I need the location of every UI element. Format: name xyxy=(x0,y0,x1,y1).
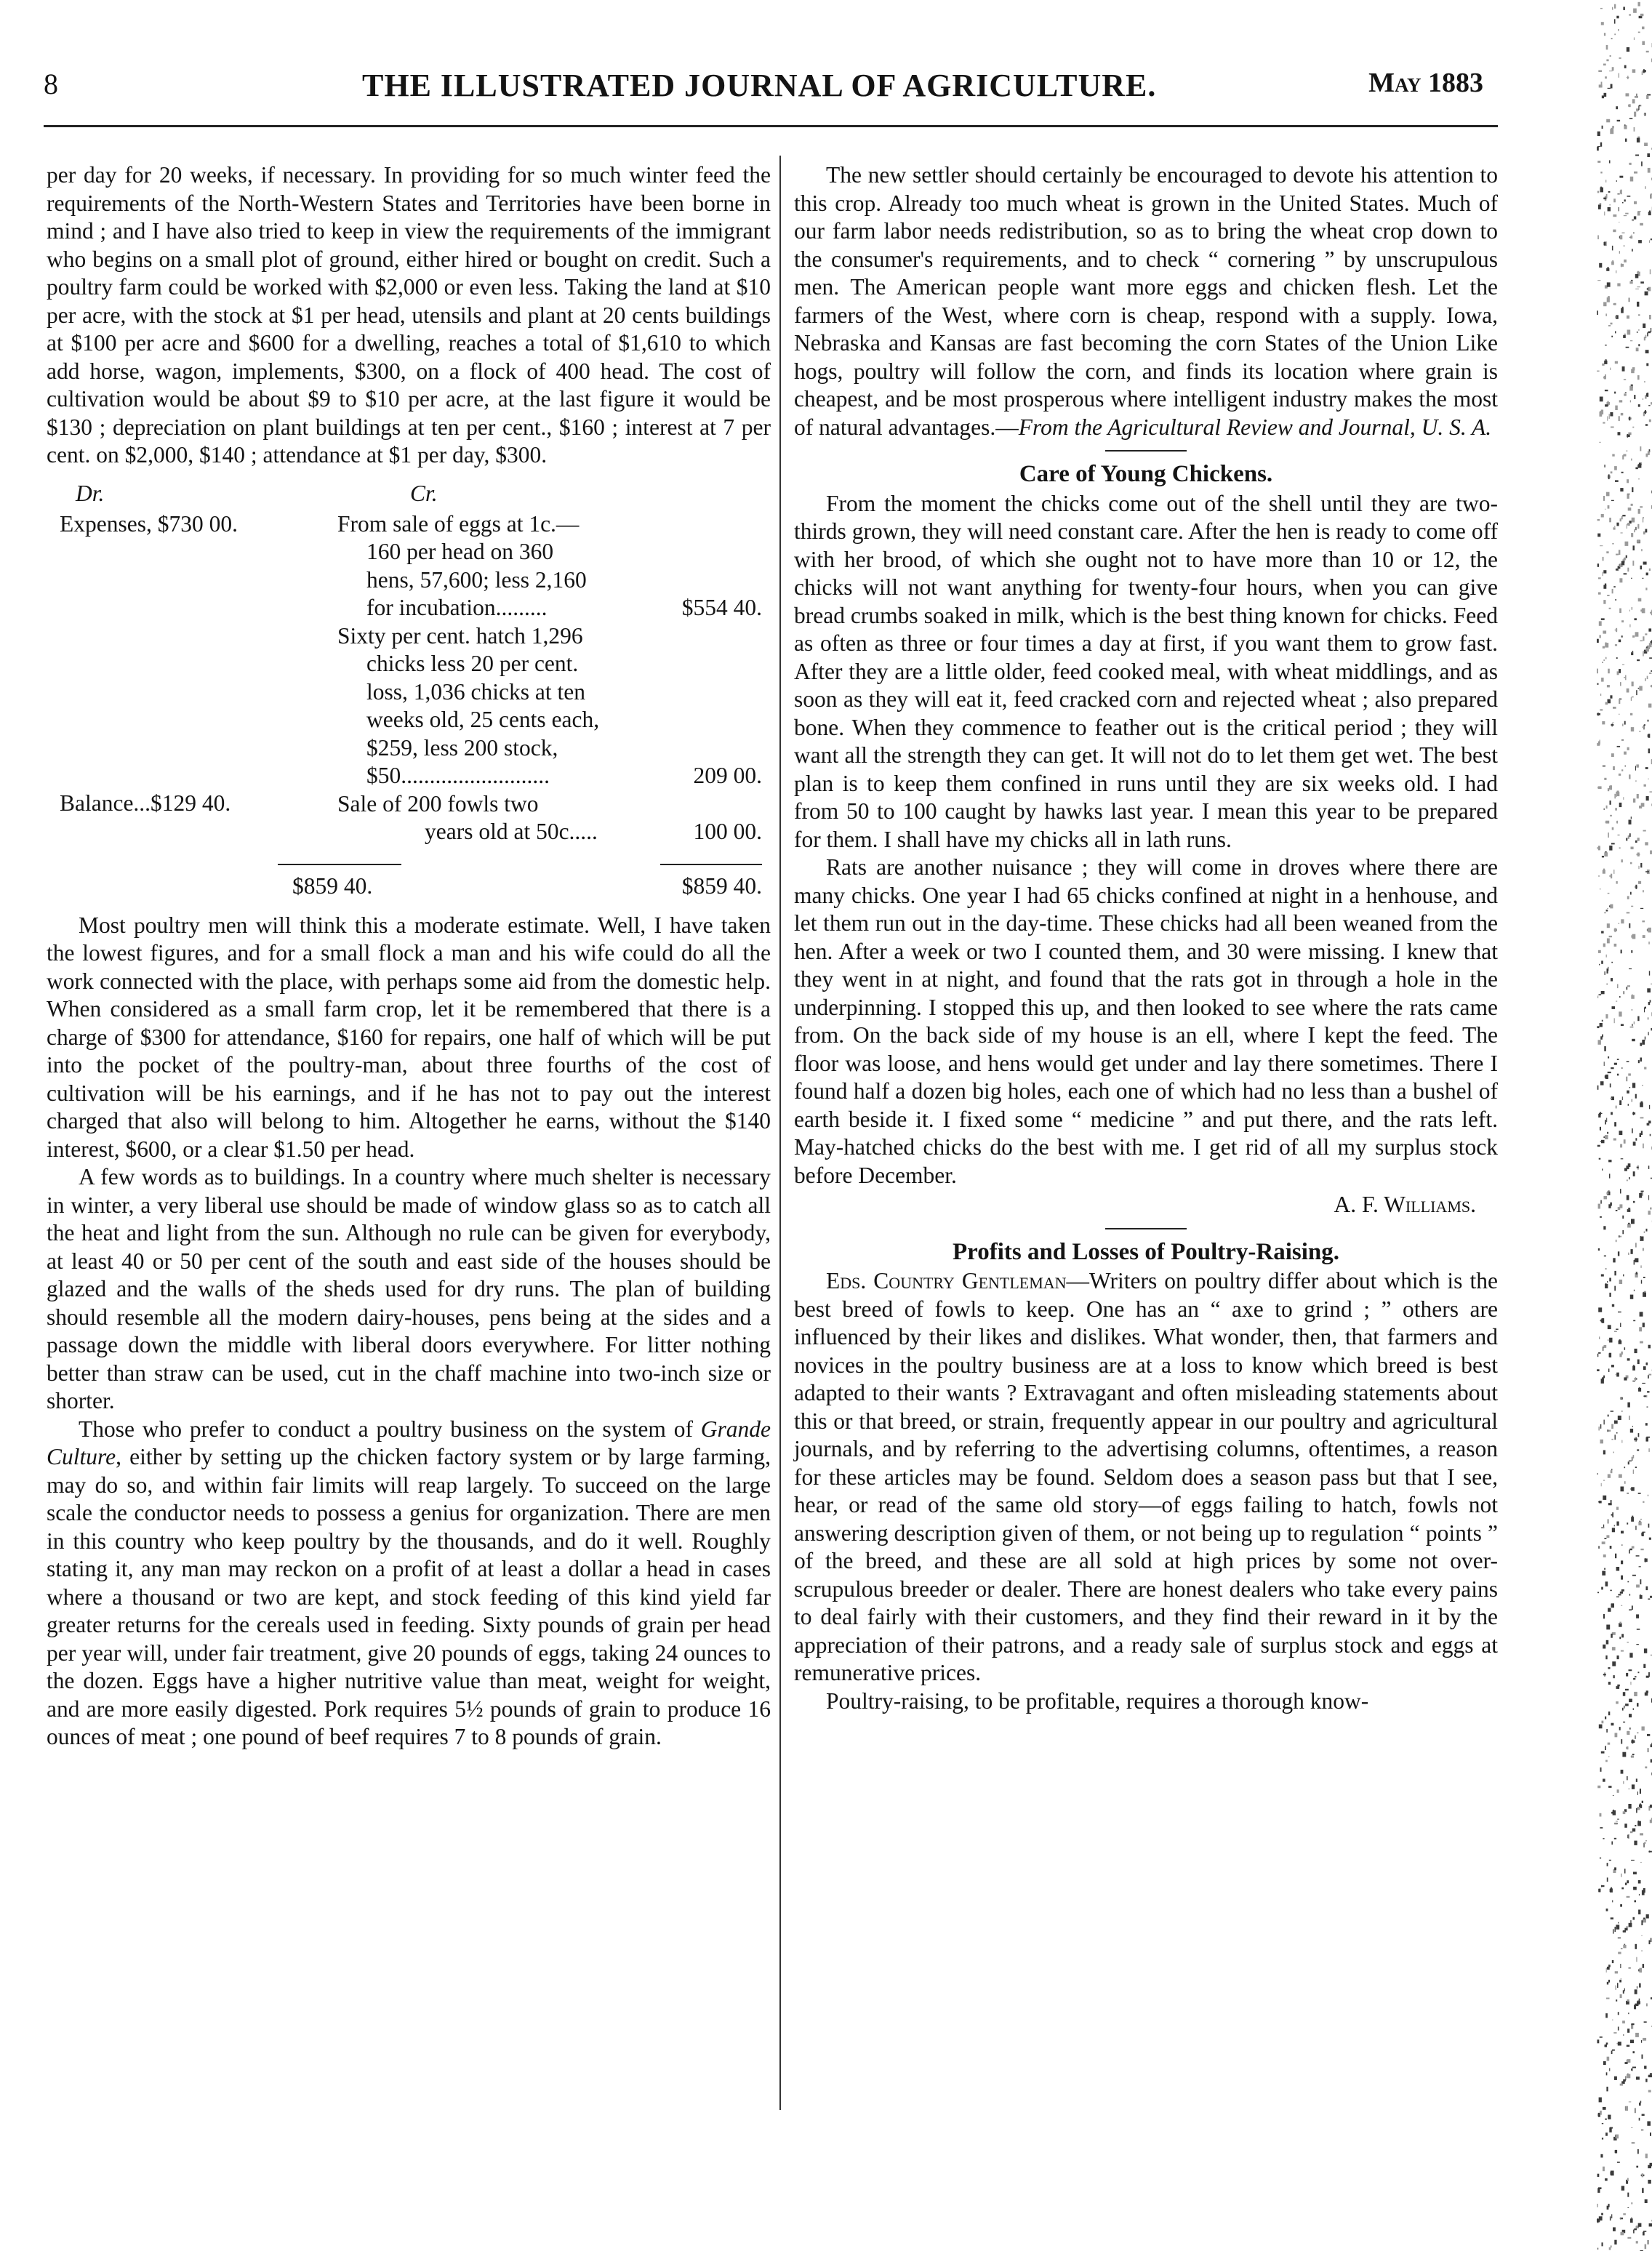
scan-edge-noise xyxy=(1597,0,1652,2251)
page-number: 8 xyxy=(44,68,58,100)
ledger-credit-line: years old at 50c..... xyxy=(425,819,598,844)
paragraph-poultry-raising: Poultry-raising, to be profitable, requires a thorough know- xyxy=(826,1688,1369,1714)
section-heading-profits-losses: Profits and Losses of Poultry-Raising. xyxy=(953,1238,1339,1265)
italic-term: Grande Culture xyxy=(47,1416,771,1469)
ledger-total-rule xyxy=(278,864,401,865)
ledger-credit-amount: 100 00. xyxy=(693,818,762,844)
ledger-credit-line: $50.......................... xyxy=(366,763,550,788)
ledger-credit-line: loss, 1,036 chicks at ten xyxy=(366,678,585,705)
column-divider xyxy=(779,156,781,2110)
author-signature: A. F. Williams. xyxy=(1334,1192,1476,1217)
ledger-total-credit: $859 40. xyxy=(681,872,762,899)
paragraph-writers-differ: Eds. Country Gentleman—Writers on poultry differ about which is the best breed of fowls to keep. One has an “ axe to grind ; ” others are influenced by their likes and dislikes. What wonder, then, that farmers and novices in the poultry business are at a loss to know which breed is best adapted to their wants ? Extravagant and often misleading statements about this or that breed, or strain, frequently appear in our poultry and agricultural journals, and by referring to the advertising columns, oftentimes, a reason for these articles may be found. Seldom does a season pass but that I see, hear, or read of the same old story—of eggs failing to hatch, fowls not answering description given of them, or not being up to regulation “ points ” of the breed, and these are all sold at high prices by some not over-scrupulous breeder or dealer. There are honest dealers who take every pains to deal fairly with their customers, and they find their reward in it by the appreciation of their patrons, and a ready sale of surplus stock and eggs at remunerative prices. xyxy=(794,1268,1498,1685)
journal-title: THE ILLUSTRATED JOURNAL OF AGRICULTURE. xyxy=(362,68,1157,103)
ledger-credit-line: weeks old, 25 cents each, xyxy=(366,707,600,732)
ledger-credit-line: From sale of eggs at 1c.— xyxy=(337,510,580,537)
section-rule xyxy=(1105,1228,1187,1229)
ledger-credit-lines xyxy=(337,510,657,846)
paragraph-chick-care: From the moment the chicks come out of the shell until they are two-thirds grown, they will need constant care. After the hen is ready to come off with her brood, of which she ought not to have more than 10 or 12, the chicks will not want anything for twenty-four hours, when you can give bread crumbs soaked in milk, which is the best thing known for chicks. Feed as often as three or four times a day at first, if you want them to grow fast. After they are a little older, feed cooked meal, with wheat middlings, and as soon as they will eat it, feed cracked corn and rejected wheat ; also prepared bone. When they commence to feather out is the critical period ; they will want all the strength they can get. It will not do to let them get wet. The best plan is to keep them confined in runs until they are six weeks old. I had from 50 to 100 caught by hawks last year. I mean this year to be prepared for them. I shall have my chicks all in lath runs. xyxy=(794,490,1498,852)
paragraph-buildings: A few words as to buildings. In a country where much shelter is necessary in winter, a very liberal use should be made of window glass so as to catch all the heat and light from the sun. Although no rule can be given for everybody, at least 40 or 50 per cent of the south and east side of the houses should be glazed and the walls of the sheds used for dry runs. The plan of building should resemble all the modern dairy-houses, pens being at the sides and a passage down the middle with liberal doors everywhere. For litter nothing better than straw can be used, cut in the chaff machine into two-inch size or shorter. xyxy=(47,1164,771,1413)
paragraph-new-settler: The new settler should certainly be encouraged to devote his attention to this crop. Already too much wheat is grown in the United States. Much of our farm labor needs redistribution, so as to bring the wheat crop down to the consumer's requirements, and to check “ cornering ” by unscrupulous men. The American people want more eggs and chicken flesh. Let the farmers of the West, where corn is cheap, respond with a supply. Iowa, Nebraska and Kansas are fast becoming the corn States of the Union Like hogs, poultry will follow the corn, and finds its location where grain is cheapest, and be most prosperous where intelligent industry makes the most of natural advantages.—From the Agricultural Review and Journal, U. S. A. xyxy=(794,162,1498,440)
paragraph-grande-culture: Those who prefer to conduct a poultry business on the system of Grande Culture, either by setting up the chicken factory system or by large farming, may do so, and within fair limits will reap largely. To succeed on the large scale the conductor needs to possess a genius for organization. There are men in this country who keep poultry by the thousands, and do it well. Roughly stating it, any man may reckon on a profit of at least a dollar a head in cases where a thousand or two are kept, and stock feeding of this kind yield far greater returns for the cereals used in feeding. Sixty pounds of grain per head per year will, under fair treatment, give 20 pounds of eggs, taking 24 ounces to the dozen. Eggs have a higher nutritive value than meat, weight for weight, and are more easily digested. Pork requires 5½ pounds of grain to produce 16 ounces of meat ; one pound of beef requires 7 to 8 pounds of grain. xyxy=(47,1416,771,1749)
ledger-expenses: Expenses, $730 00. xyxy=(60,510,238,537)
paragraph-winter-feed: per day for 20 weeks, if necessary. In providing for so much winter feed the requirements of the North-Western States and Territories have been borne in mind ; and I have also tried to keep in view the requirements of the immigrant who begins on a small plot of ground, either hired or bought on credit. Such a poultry farm could be worked with $2,000 or even less. Taking the land at $10 per acre, with the stock at $1 per head, utensils and plant at 20 cents buildings at $100 per acre and $600 for a dwelling, reaches a total of $1,610 to which add horse, wagon, implements, $300, on a flock of 400 head. The cost of cultivation would be about $9 to $10 per acre, at the last figure it would be $130 ; depreciation on plant buildings at ten per cent., $160 ; interest at 7 per cent. on $2,000, $140 ; attendance at $1 per day, $300. xyxy=(47,162,771,468)
issue-date: May 1883 xyxy=(1368,68,1483,98)
header-rule xyxy=(44,125,1498,127)
ledger-credit-line: $259, less 200 stock, xyxy=(366,734,558,761)
ledger-credit-line: Sixty per cent. hatch 1,296 xyxy=(337,622,583,649)
ledger-balance: Balance...$129 40. xyxy=(60,790,231,816)
section-rule xyxy=(1105,450,1187,452)
ledger-credit-line: Sale of 200 fowls two xyxy=(337,790,539,816)
ledger-credit-line: for incubation......... xyxy=(366,595,548,620)
ledger-credit-amount: $554 40. xyxy=(681,594,762,620)
right-column xyxy=(794,161,1498,1715)
ledger-total-debit: $859 40. xyxy=(292,872,373,899)
paragraph-rats: Rats are another nuisance ; they will come in droves where there are many chicks. One year I had 65 chicks confined at night in a henhouse, and let them run out in the day-time. These chicks had all been weaned from the hen. After a week or two I counted them, and 30 were missing. I knew that they went in at night, and found that the rats got in through a hole in the underpinning. I stopped this up, and then looked to see where the rats came from. On the back side of my house is an ell, where I kept the feed. The floor was loose, and hens would get under and lay there sometimes. There I found half a dozen big holes, each one of which had no less than a bushel of earth beside it. I fixed some “ medicine ” and put there, and the rats left. May-hatched chicks do the best with me. I get rid of all my surplus stock before December. xyxy=(794,854,1498,1188)
letter-salutation: Eds. Country Gentleman xyxy=(826,1268,1067,1293)
source-citation: From the Agricultural Review and Journal, U. S. A. xyxy=(1018,414,1492,440)
ledger-total-rule xyxy=(660,864,762,865)
section-heading-young-chickens: Care of Young Chickens. xyxy=(1019,461,1273,487)
ledger-credit-amount: 209 00. xyxy=(693,762,762,788)
ledger-credit-line: hens, 57,600; less 2,160 xyxy=(366,566,587,593)
page-header xyxy=(44,67,1498,111)
cost-ledger xyxy=(47,480,771,903)
ledger-credit-label: Cr. xyxy=(410,480,438,506)
left-column xyxy=(47,161,771,1752)
paragraph-moderate-estimate: Most poultry men will think this a moderate estimate. Well, I have taken the lowest figures, and for a small flock a man and his wife could do all the work connected with the place, with perhaps some aid from the domestic help. When considered as a small farm crop, let it be remembered that there is a charge of $300 for attendance, $160 for repairs, one half of which will be put into the pocket of the poultry-man, about three fourths of the cost of cultivation will be his earnings, and if he has not to pay out the interest charged that also will belong to him. Altogether he earns, without the $140 interest, $600, or a clear $1.50 per head. xyxy=(47,912,771,1162)
ledger-credit-line: 160 per head on 360 xyxy=(366,539,554,564)
ledger-debit-label: Dr. xyxy=(76,480,105,506)
ledger-credit-line: chicks less 20 per cent. xyxy=(366,651,579,676)
